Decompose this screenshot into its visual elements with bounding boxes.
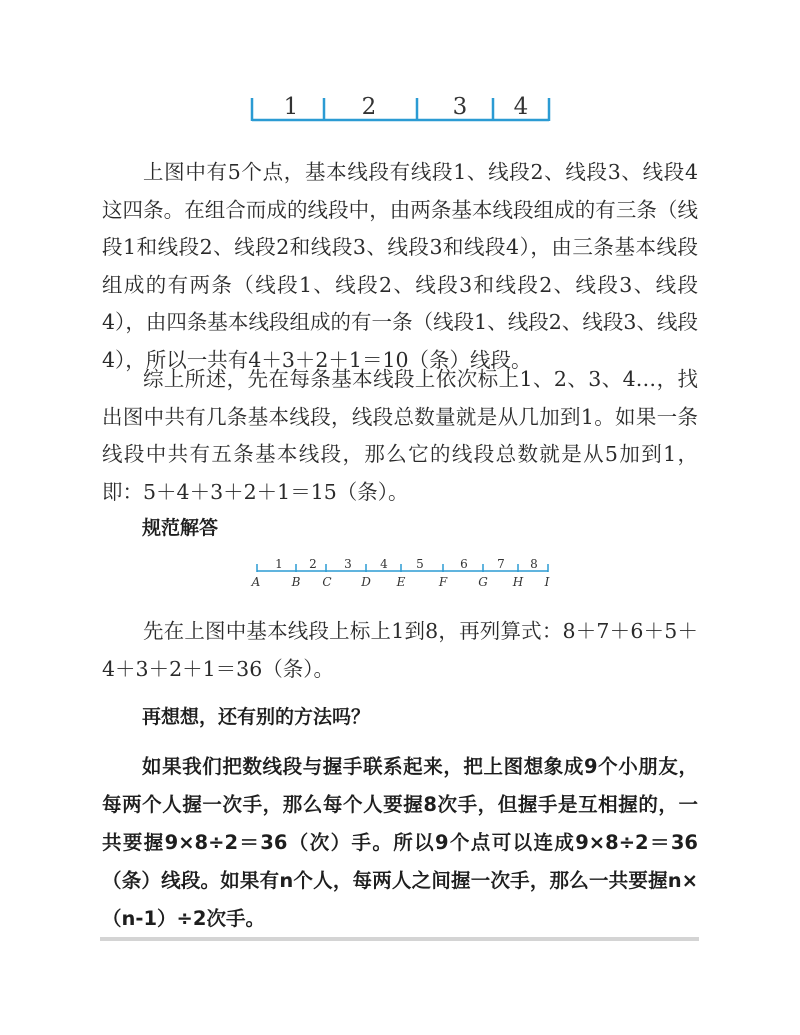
top-segment-label-3: 3 <box>452 94 468 120</box>
answer-point-label-B: B <box>291 575 301 589</box>
answer-paragraph: 先在上图中基本线段上标上1到8，再列算式：8＋7＋6＋5＋4＋3＋2＋1＝36（条）。 <box>102 619 698 681</box>
handshake-paragraph: 如果我们把数线段与握手联系起来，把上图想象成9个小朋友，每两个人握一次手，那么每个人要握8次手，但握手是互相握的，一共要握9×8÷2＝36（次）手。所以9个点可以连成9×8÷2＝36（条）线段。如果有n个人，每两人之间握一次手，那么一共要握n×（n-1）÷2次手。 <box>102 755 698 930</box>
standard-answer-heading: 规范解答 <box>142 517 219 539</box>
answer-segment-label-2: 2 <box>309 557 317 571</box>
top-segment-label-4: 4 <box>513 94 529 120</box>
answer-segment-label-3: 3 <box>344 557 352 571</box>
explanation-paragraph-1: 上图中有5个点，基本线段有线段1、线段2、线段3、线段4这四条。在组合而成的线段中，由两条基本线段组成的有三条（线段1和线段2、线段2和线段3、线段3和线段4），由三条基本线段组成的有两条（线段1、线段2、线段3和线段2、线段3、线段4），由四条基本线段组成的有一条（线段1、线段2、线段3、线段4），所以一共有4＋3＋2＋1＝10（条）线段。 <box>102 160 698 372</box>
top-segment-label-2: 2 <box>361 94 377 120</box>
answer-segment-label-4: 4 <box>380 557 388 571</box>
top-segment-figure <box>240 88 560 132</box>
answer-segment-label-6: 6 <box>460 557 468 571</box>
answer-point-label-F: F <box>438 575 448 589</box>
answer-segment-label-5: 5 <box>416 557 424 571</box>
answer-segment-figure <box>248 555 558 591</box>
answer-point-label-G: G <box>478 575 488 589</box>
bottom-divider <box>100 937 699 941</box>
answer-point-label-D: D <box>361 575 371 589</box>
summary-paragraph: 综上所述，先在每条基本线段上依次标上1、2、3、4…，找出图中共有几条基本线段，线段总数量就是从几加到1。如果一条线段中共有五条基本线段，那么它的线段总数就是从5加到1，即：5＋4＋3＋2＋1＝15（条）。 <box>102 367 698 504</box>
answer-segment-label-1: 1 <box>275 557 283 571</box>
answer-point-label-H: H <box>512 575 524 589</box>
answer-point-label-A: A <box>251 575 261 589</box>
answer-point-label-C: C <box>322 575 332 589</box>
answer-point-label-E: E <box>396 575 406 589</box>
answer-segment-label-7: 7 <box>497 557 505 571</box>
think-again-heading: 再想想，还有别的方法吗？ <box>142 706 371 728</box>
answer-segment-label-8: 8 <box>530 557 538 571</box>
top-segment-label-1: 1 <box>283 94 299 120</box>
answer-point-label-I: I <box>544 575 550 589</box>
